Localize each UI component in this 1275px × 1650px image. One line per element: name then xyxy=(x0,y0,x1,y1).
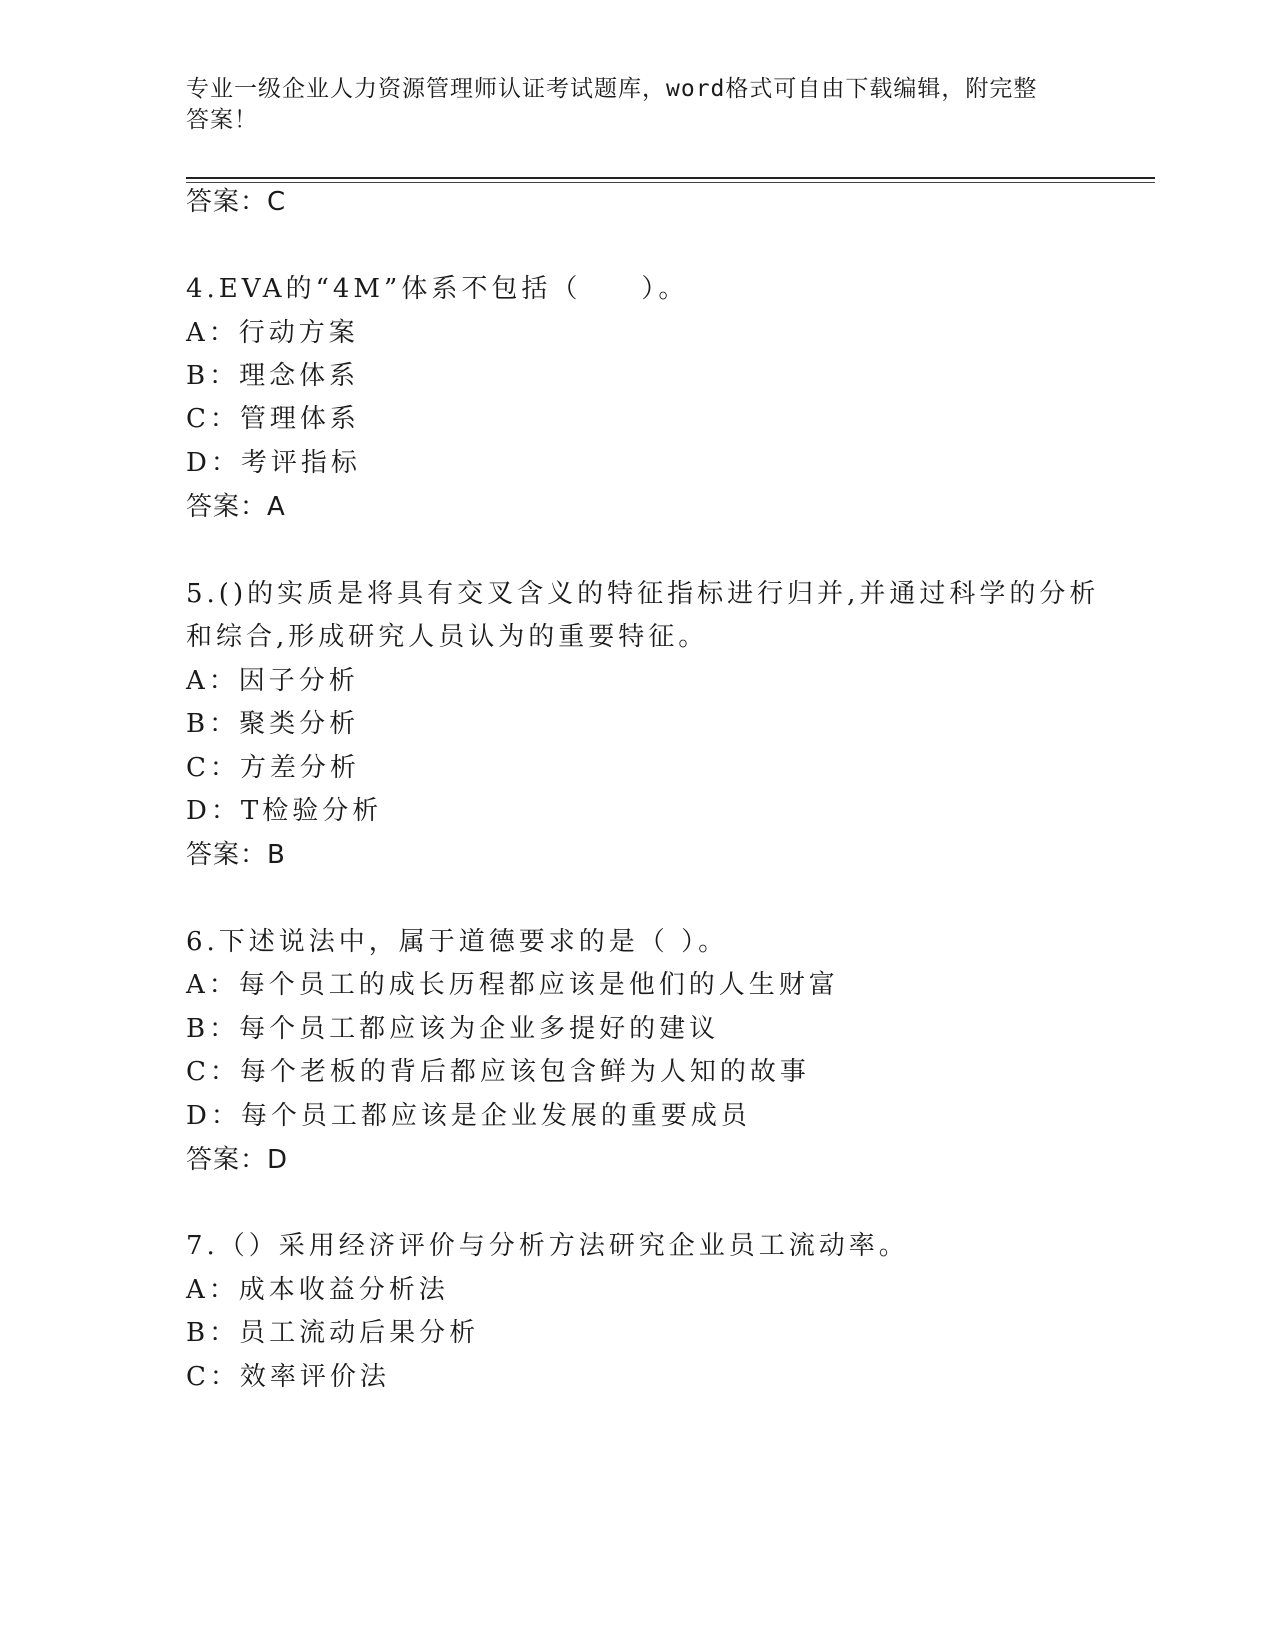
question-6-option-c: C：每个老板的背后都应该包含鲜为人知的故事 xyxy=(186,1057,810,1087)
question-4-option-b: B：理念体系 xyxy=(186,361,360,391)
question-6-answer: 答案：D xyxy=(186,1145,289,1175)
question-6-option-a: A：每个员工的成长历程都应该是他们的人生财富 xyxy=(186,970,839,1000)
question-5-option-b: B：聚类分析 xyxy=(186,709,360,739)
header-line-1: 专业一级企业人力资源管理师认证考试题库，word格式可自由下载编辑，附完整 xyxy=(186,76,1038,102)
question-7-option-b: B：员工流动后果分析 xyxy=(186,1318,480,1348)
header-divider-thin xyxy=(186,182,1155,183)
question-7-option-a: A：成本收益分析法 xyxy=(186,1275,449,1305)
question-4-option-d: D：考评指标 xyxy=(186,448,361,478)
previous-answer: 答案：C xyxy=(186,187,287,217)
question-7-stem: 7.（）采用经济评价与分析方法研究企业员工流动率。 xyxy=(186,1231,909,1261)
page-header xyxy=(186,74,1086,136)
header-divider-thick xyxy=(186,177,1155,179)
question-5-stem-line-2: 和综合,形成研究人员认为的重要特征。 xyxy=(186,622,709,652)
question-5-stem-line-1: 5.()的实质是将具有交叉含义的特征指标进行归并,并通过科学的分析 xyxy=(186,579,1100,609)
question-7-option-c: C：效率评价法 xyxy=(186,1362,390,1392)
question-5-option-d: D：T检验分析 xyxy=(186,796,383,826)
question-6-stem: 6.下述说法中，属于道德要求的是（ ）。 xyxy=(186,927,729,957)
header-line-2: 答案！ xyxy=(186,107,258,133)
question-6-option-b: B：每个员工都应该为企业多提好的建议 xyxy=(186,1014,720,1044)
question-4-stem: 4.EVA的“4M”体系不包括（ ）。 xyxy=(186,274,689,304)
question-4-option-c: C：管理体系 xyxy=(186,404,360,434)
question-5-answer: 答案：B xyxy=(186,840,286,870)
question-6-option-d: D：每个员工都应该是企业发展的重要成员 xyxy=(186,1101,751,1131)
question-5-option-a: A：因子分析 xyxy=(186,666,359,696)
question-4-answer: 答案：A xyxy=(186,492,286,522)
question-5-option-c: C：方差分析 xyxy=(186,753,360,783)
question-4-option-a: A：行动方案 xyxy=(186,318,359,348)
